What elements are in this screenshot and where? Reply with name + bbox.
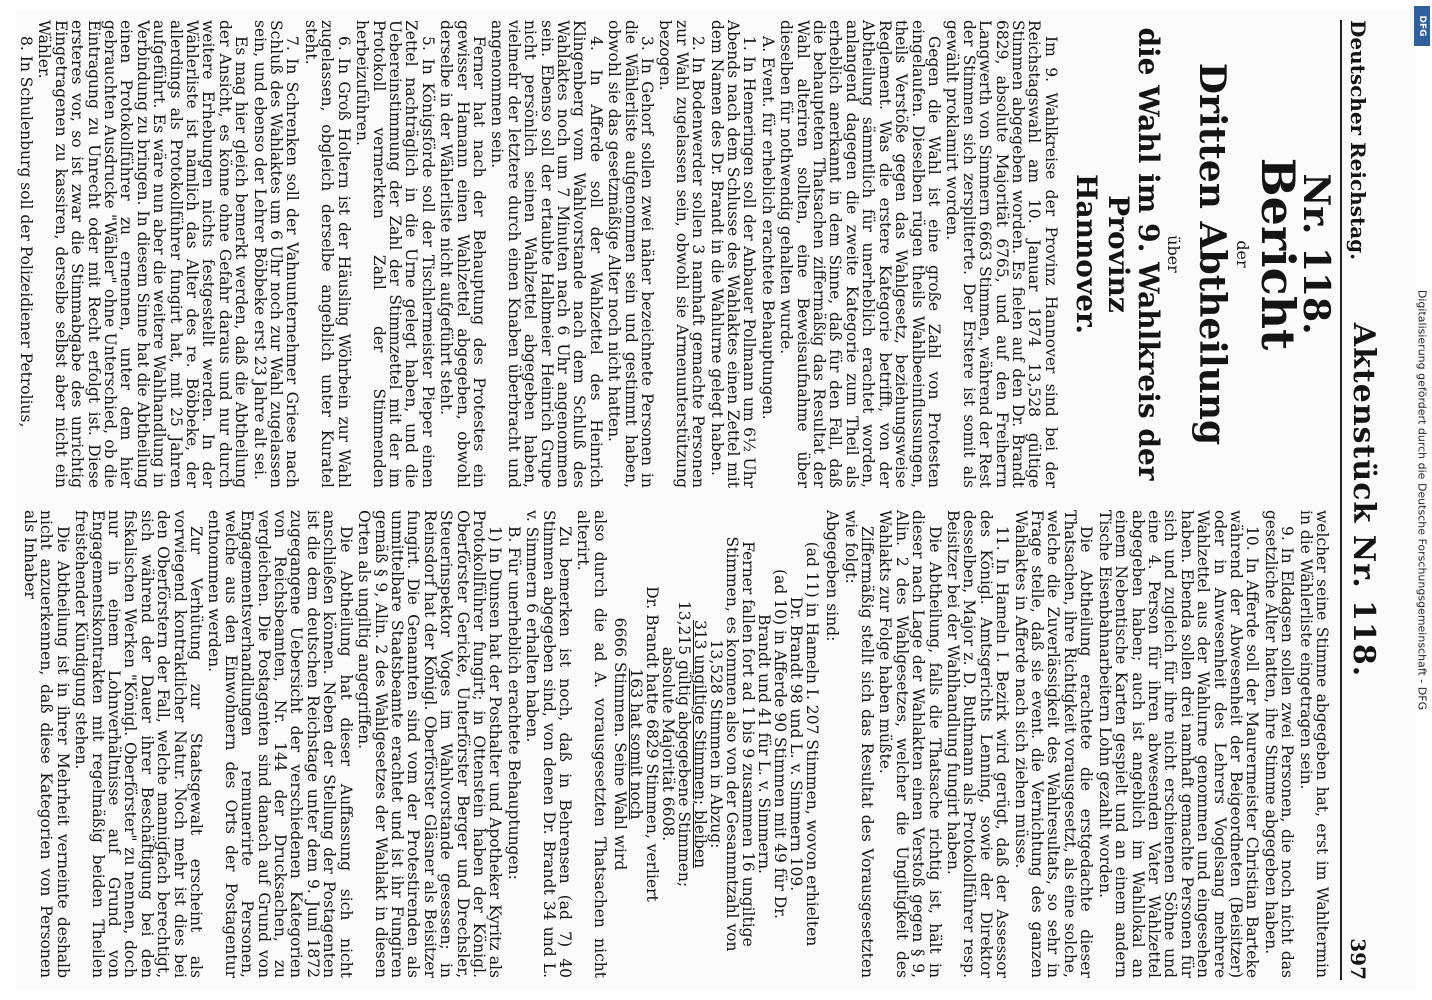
title-wahl: die Wahl im 9. Wahlkreis der Provinz — [1101, 27, 1165, 481]
digitization-note-text: Digitalisierung gefördert durch die Deutsche Forschungsgemeinschaft - DFG — [1415, 289, 1429, 711]
section-heading: B. Für unerheblich erachtete Behauptungen: — [504, 526, 523, 880]
tally-line: Dr. Brandt hatte 6829 Stimmen, verliert — [642, 586, 661, 902]
title-ueber: über — [1164, 235, 1184, 273]
tally-line: (ad 11) in Hameln I. 207 Stimmen, wovon erhielten — [802, 541, 821, 947]
title-der: der — [1232, 240, 1252, 268]
paragraph: also durch die ad A. vorausgesetzten Thatsachen nicht alterirt. — [574, 510, 609, 978]
paragraph: 1) In Dunsen hat der Posthalter und Apotheker Kyritz als Protokollführer fungirt; in Ottenstein haben der Königl. Oberförster Gericke, Unterförster Berger und Drechsler, Steuerinspektor Voges im Wahlvorstande gesessen; in Reinsdorf hat der Königl. Oberförster Gläsner als Beisitzer fungirt. Die Genannten sind vom der Protestirenden als unmittelbare Staatsbeamte erachtet und ist ihr Fungiren gemäß § 9, Alin. 2 des Wahlgesetzes der Wahlakt in diesen Orten als ungiltig angegriffen. — [355, 510, 505, 978]
dfg-logo-text: DFG — [1417, 15, 1427, 37]
paragraph: Abgegeben sind: — [823, 510, 842, 642]
paragraph: Die Abtheilung erachtete die erstgedachte dieser Thatsachen, ihre Richtigkeit vorausgesetzt, als eine solche, welche die Zuverlässigkeit des Wahlresultats, so sehr in Frage stelle, daß sie event. die Vernichtung des ganzen Wahlaktes in Afferde nach sich ziehen müsse. — [1011, 510, 1096, 978]
report-title — [1069, 20, 1337, 488]
paragraph: 5. In Königsförde soll der Tischlermeister Pieper einen Zettel nachträglich in die Urne gelegt haben, und die Uebereinstimmung der Zahl der Stimmzettel mit der im Protokoll vermerkten Zahl der Stimmenden herbeizuführen. — [353, 20, 437, 488]
paragraph: Zu bemerken ist noch, daß in Behrensen (ad 7) 40 Stimmen abgegeben sind, von denen Dr. Brandt 34 und L. v. Simmern 6 erhalten haben. — [523, 510, 574, 978]
paragraph: Ziffermäßig stellt sich das Resultat des Vorausgesetzten wie folgt: — [841, 510, 877, 978]
paragraph: Die Abtheilung, falls die Thatsache richtig ist, hält in dieser nach Lage der Wahlakten einen Verstoß gegen § 9, Alin. 2 des Wahlgesetzes, welcher die Ungiltigkeit des Wahlakts zur Folge haben müßte. — [876, 510, 944, 978]
title-abtheilung: Dritten Abtheilung — [1191, 62, 1234, 446]
tally-line: Stimmen, es kommen also von der Gesammtzahl von — [722, 536, 741, 952]
paragraph: 1. In Hemeringen soll der Anbauer Pollmann um 6½ Uhr Abends nach dem Schlusse des Wahlaktes einen Zettel mit dem Namen des Dr. Brandt in die Wahlurne gelegt haben. — [707, 20, 759, 488]
paragraph: 10. In Afferde soll der Maurermeister Christian Barteke während der Abwesenheit der Beigeordneten (Beisitzer) oder in Anwesenheit des Lehrers Vogelsang mehrere Wahlzettel aus der Wahlurne genommen und eingesehen haben. Ebenda sollen drei namhaft gemachte Personen für sich und zugleich für ihre nicht erschienenen Söhne und eine 4. Person für ihren abwesenden Vater Wahlzettel abgegeben haben; auch ist angeblich im Wahllokal an einem Nebentische Karten gespielt und an einem andern Tische Eisenbahnarbeitern Lohn gezahlt worden. — [1095, 510, 1262, 978]
tally-line: 13,215 gültig abgegebene Stimmen; — [674, 600, 693, 888]
tally-line: Brandt und 41 für L. v. Simmern. — [754, 613, 773, 874]
vote-tally — [612, 510, 820, 978]
paragraph: welcher seine Stimme abgegeben hat, erst im Wahltermin in die Wählerliste eingetragen sein. — [1296, 510, 1331, 978]
paragraph: 2. In Bodenwerder sollen 3 namhaft gemachte Personen zur Wahl zugelassen sein, obwohl sie Armenunterstützung bezogen. — [656, 20, 708, 488]
tally-line: absolute Majorität 6608. — [658, 646, 677, 842]
title-number: Nr. 118. — [1295, 173, 1337, 335]
digitization-note — [1396, 0, 1432, 1000]
title-hannover: Hannover. — [1069, 173, 1103, 334]
page-header — [1340, 20, 1381, 980]
paragraph: 3. In Gehorf sollen zwei näher bezeichnete Personen in die Wählerliste aufgenommen sein und gestimmt haben, obwohl sie das gesetzmäßige Alter noch nicht hatten. — [605, 20, 657, 488]
tally-line: 163 hat somit noch — [626, 668, 645, 820]
paragraph: Die Abtheilung ist in ihrer Mehrheit verneinte deshalb nicht anzuerkennen, daß diese Kategorien von Personen als Inhaber — [21, 510, 72, 978]
title-bericht: Bericht — [1250, 157, 1305, 351]
right-column — [20, 510, 1330, 978]
tally-line: Ferner fallen fort ad 1 bis 9 zusammen 16 ungiltige — [738, 541, 757, 947]
paragraph: Es mag hier gleich bemerkt werden, daß die Abtheilung der Ansicht, es könne ohne Gefahr daraus und nur durch weitere Erhebungen nichts festgestellt werden. In der Wählerliste ist nämlich das Alter des re. Böbbeke, der allerdings als Protokollführer fungirt hat, mit 25 Jahren aufgeführt. Es wäre nun aber die weitere Wahlhandlung in Verbindung zu bringen. In diesem Sinne hat die Abtheilung einen Protokollführer zu ernennen, unter dem hier gebrauchten Ausdrucke "Wähler" ohne Unterschied, ob die Eintragung zu Unrecht oder mit Recht erfolgt ist. Diese ersteres vor, so ist zwar die Stimmabgabe des unrichtig Eingetragenen zu kassiren, derselbe selbst aber nicht ein Wähler. — [35, 20, 251, 488]
paragraph: 6. In Groß Holtern ist der Häusling Wöhrbein zur Wahl zugelassen, obgleich derselbe angeblich unter Kuratel steht. — [301, 20, 353, 488]
header-left: Deutscher Reichstag. — [1346, 20, 1370, 261]
paragraph: Zur Verhütung zur Staatsgewalt erscheint als vorwiegend kontraktlicher Natur. Noch mehr ist dies bei den Oberförstern der Fall, welche mannigfach berechtigt, sich während der Dauer ihrer Beschäftigung bei den fiskalischen Werken "Königl. Oberförster" zu nennen, doch nur in einem Lohnverhältnisse auf Grund von Engagementskontrakten mit regelmäßig beiden Theilen freistehender Kündigung stehen. — [72, 510, 206, 978]
scanned-page — [16, 10, 1416, 990]
paragraph: Im 9. Wahlkreise der Provinz Hannover sind bei der Reichstagswahl am 10. Januar 1874 13,528 gültige Stimmen abgegeben worden. Es fielen auf den Dr. Brandt 6829, absolute Majorität 6765, und auf den Freiherrn Langwerth von Simmern 6663 Stimmen, während der Rest der Stimmen sich zersplitterte. Der Erstere ist somit als gewählt proklamirt worden. — [943, 20, 1060, 488]
left-column — [16, 20, 1337, 488]
paragraph: 7. In Schrenken soll der Vahnunternehmer Griese nach Schluß des Wahlaktes um 6 Uhr noch zur Wahl zugelassen sein, und ebenso der Lehrer Böbbeke erst 23 Jahre alt sei. — [250, 20, 302, 488]
tally-line: (ad 10) in Afferde 90 Stimmen mit 49 für Dr. — [770, 569, 789, 919]
section-heading: A. Event. für erheblich erachtete Behauptungen. — [758, 36, 777, 420]
tally-line: 313 ungiltige Stimmen; bleiben — [690, 619, 709, 869]
paragraph: 11. In Hameln I. Bezirk wird gerügt, daß der Assessor des Königl. Amtsgerichts Lenning, sowie der Direktor desselben, Major z. D. Buthmann als Protokollführer resp. Beisitzer bei der Wahlhandlung fungirt haben. — [944, 510, 1012, 978]
paragraph: Ferner hat nach der Behauptung des Protestes ein gewisser Hamann einen Wahlzettel abgegeben, obwohl derselbe in der Wählerliste nicht aufgeführt steht. — [437, 20, 488, 488]
paragraph: 4. In Afferde soll der Wahlzettel des Heinrich Klingenberg vom Wahlvorstande nach dem Schluß des Wahlaktes noch um 7 Minuten nach 6 Uhr angenommen sein. Ebenso soll der ertaubte Halbmeier Heinrich Grupe nicht persönlich seinen Wahlzettel abgegeben haben, vielmehr der letztere durch einen Knaben überbracht und angenommen sein. — [488, 20, 605, 488]
paragraph: Gegen die Wahl ist eine große Zahl von Protesten eingelaufen. Dieselben rügen theils Wahlbeeinflussungen, theils Verstöße gegen das Wahlgesetz, beziehungsweise Reglement. Was die erstere Kategorie betrifft, von der Abtheilung sämmtlich für unerheblich erachtet worden, anlangend dagegen die zweite Kategorie zum Theil als erheblich anerkannt in dem Sinne, daß für den Fall, daß die behaupteten Thatsachen ziffermäßig das Resultat der Wahl alteriren sollten, eine Beweisaufnahme über dieselben für nothwendig gehalten wurde. — [777, 20, 943, 488]
tally-line: 6666 Stimmen. Seine Wahl wird — [610, 617, 629, 871]
tally-line: 13,528 Stimmen in Abzug: — [706, 639, 725, 849]
header-center: Aktenstück Nr. 118. — [1346, 322, 1381, 678]
page-number: 397 — [1346, 938, 1370, 980]
tally-line: Dr. Brandt 98 und L. v. Simmern 109. — [786, 596, 805, 892]
paragraph: Die Abtheilung hat dieser Auffassung sich nicht anschließen können. Neben der Stellung der Postagenten ist die dem deutschen Reichstage unter dem 9. Juni 1872 zugegangene Uebersicht der verschiedenen Kategorien von Reichsbeamten, Nr. 144 der Drucksachen, zu vergleichen. Die Postagenten sind danach auf Grund von Engagementsverhandlungen remunerirte Personen, welche aus den Einwohnern des Orts der Postagentur entnommen werden. — [205, 510, 355, 978]
dfg-logo-icon — [1414, 6, 1430, 46]
paragraph: 8. In Schulenburg soll der Polizeidiener Petrolius, — [17, 36, 35, 428]
paragraph: 9. In Eldagsen sollen zwei Personen, die noch nicht das gesetzliche Alter hatten, ihre Stimme abgegeben haben. — [1261, 510, 1297, 978]
